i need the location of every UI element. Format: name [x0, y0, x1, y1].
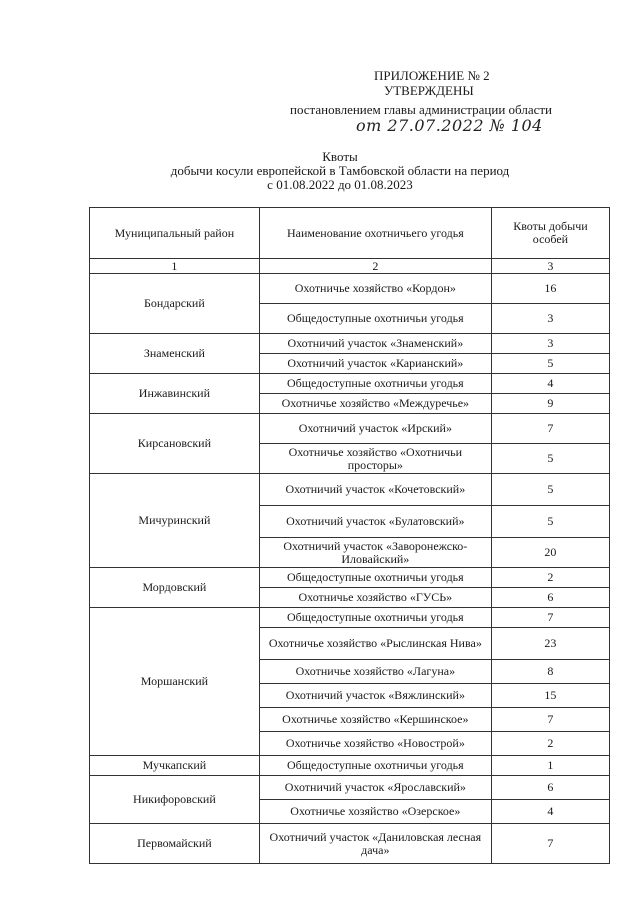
document-title: [130, 150, 550, 192]
column-header-ground: Наименование охотничьего угодья: [259, 208, 491, 259]
quota-cell: 15: [491, 684, 609, 708]
ground-cell: Охотничье хозяйство «Кершинское»: [259, 708, 491, 732]
ground-cell: Охотничий участок «Кочетовский»: [259, 474, 491, 506]
quota-cell: 3: [491, 334, 609, 354]
quota-cell: 5: [491, 354, 609, 374]
table-row: [90, 474, 610, 506]
quota-cell: 9: [491, 394, 609, 414]
ground-cell: Охотничье хозяйство «ГУСЬ»: [259, 588, 491, 608]
quota-cell: 5: [491, 506, 609, 538]
table-row: [90, 756, 610, 776]
district-cell: Мордовский: [90, 568, 260, 608]
quota-cell: 16: [491, 274, 609, 304]
table-row: [90, 608, 610, 628]
district-cell: Кирсановский: [90, 414, 260, 474]
ground-cell: Охотничий участок «Ирский»: [259, 414, 491, 444]
column-index: 1: [90, 259, 260, 274]
quota-cell: 1: [491, 756, 609, 776]
quota-cell: 6: [491, 776, 609, 800]
table-row: [90, 274, 610, 304]
district-cell: Знаменский: [90, 334, 260, 374]
approved-label: УТВЕРЖДЕНЫ: [384, 83, 474, 98]
ground-cell: Охотничий участок «Знаменский»: [259, 334, 491, 354]
district-cell: Мичуринский: [90, 474, 260, 568]
quota-cell: 3: [491, 304, 609, 334]
table-row: [90, 568, 610, 588]
quota-cell: 23: [491, 628, 609, 660]
ground-cell: Охотничье хозяйство «Лагуна»: [259, 660, 491, 684]
ground-cell: Общедоступные охотничьи угодья: [259, 374, 491, 394]
district-cell: Никифоровский: [90, 776, 260, 824]
quota-cell: 2: [491, 568, 609, 588]
table-row: [90, 414, 610, 444]
quota-cell: 4: [491, 800, 609, 824]
quota-table: [89, 207, 610, 864]
table-row: [90, 374, 610, 394]
table-row: [90, 334, 610, 354]
ground-cell: Охотничье хозяйство «Междуречье»: [259, 394, 491, 414]
ground-cell: Общедоступные охотничьи угодья: [259, 756, 491, 776]
table-row: [90, 776, 610, 800]
ground-cell: Охотничий участок «Вяжлинский»: [259, 684, 491, 708]
district-cell: Бондарский: [90, 274, 260, 334]
title-line-2: добычи косули европейской в Тамбовской области на период: [170, 163, 510, 178]
quota-cell: 7: [491, 608, 609, 628]
ground-cell: Общедоступные охотничьи угодья: [259, 304, 491, 334]
ground-cell: Охотничий участок «Заворонежско-Иловайский»: [259, 538, 491, 568]
decree-line: постановлением главы администрации области: [290, 102, 552, 117]
quota-cell: 5: [491, 444, 609, 474]
ground-cell: Охотничье хозяйство «Новострой»: [259, 732, 491, 756]
district-cell: Первомайский: [90, 824, 260, 864]
annex-label: ПРИЛОЖЕНИЕ № 2: [374, 68, 490, 83]
quota-cell: 6: [491, 588, 609, 608]
title-line-3: с 01.08.2022 до 01.08.2023: [267, 177, 413, 192]
district-cell: Мучкапский: [90, 756, 260, 776]
quota-cell: 2: [491, 732, 609, 756]
column-index: 2: [259, 259, 491, 274]
column-header-quota: Квоты добычи особей: [491, 208, 609, 259]
ground-cell: Охотничье хозяйство «Кордон»: [259, 274, 491, 304]
ground-cell: Охотничий участок «Карианский»: [259, 354, 491, 374]
quota-cell: 7: [491, 708, 609, 732]
district-cell: Моршанский: [90, 608, 260, 756]
quota-cell: 7: [491, 824, 609, 864]
table-row: [90, 824, 610, 864]
title-line-1: Квоты: [322, 149, 358, 164]
ground-cell: Охотничье хозяйство «Охотничьи просторы»: [259, 444, 491, 474]
handwritten-date: от 27.07.2022 № 104: [356, 116, 543, 135]
quota-cell: 20: [491, 538, 609, 568]
ground-cell: Охотничий участок «Даниловская лесная дача»: [259, 824, 491, 864]
quota-cell: 4: [491, 374, 609, 394]
district-cell: Инжавинский: [90, 374, 260, 414]
ground-cell: Общедоступные охотничьи угодья: [259, 608, 491, 628]
ground-cell: Охотничий участок «Булатовский»: [259, 506, 491, 538]
ground-cell: Охотничий участок «Ярославский»: [259, 776, 491, 800]
column-header-district: Муниципальный район: [90, 208, 260, 259]
column-index: 3: [491, 259, 609, 274]
quota-cell: 7: [491, 414, 609, 444]
quota-cell: 8: [491, 660, 609, 684]
quota-cell: 5: [491, 474, 609, 506]
ground-cell: Охотничье хозяйство «Озерское»: [259, 800, 491, 824]
table-header-row: [90, 208, 610, 259]
ground-cell: Охотничье хозяйство «Рыслинская Нива»: [259, 628, 491, 660]
ground-cell: Общедоступные охотничьи угодья: [259, 568, 491, 588]
column-index-row: [90, 259, 610, 274]
